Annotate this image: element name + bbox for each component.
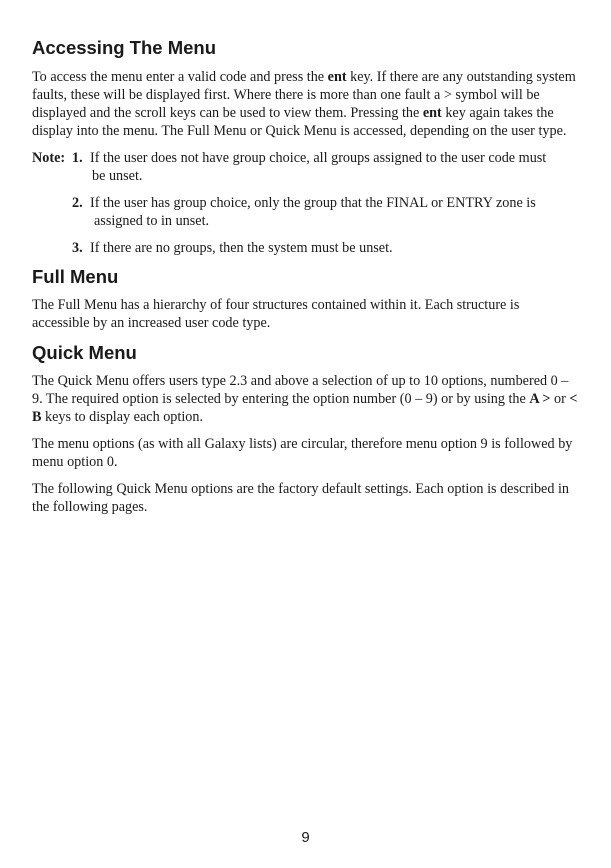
note-text <box>90 194 572 230</box>
text-run: keys to display each option. <box>41 409 204 425</box>
note-line: be unset. <box>92 168 143 184</box>
note-label: Note: <box>32 150 66 166</box>
paragraph-quick-menu-options <box>32 372 580 426</box>
section-heading-full-menu: Full Menu <box>32 266 119 287</box>
note-text <box>90 149 572 185</box>
note-item-3 <box>72 239 580 257</box>
text-run: The Quick Menu offers users type 2.3 and above a selection of up to 10 options, numbered 0 – 9. The required option is selected by entering the option number (0 – 9) or by using the <box>32 373 569 407</box>
note-number: 3. <box>72 240 83 256</box>
note-line: assigned to in unset. <box>94 213 210 229</box>
note-line: If the user does not have group choice, all groups assigned to the user code must <box>90 150 547 166</box>
text-run: key. If there are any outstanding system faults, these will be displayed first. Where there is more than one fault a > symbol will be displayed and the scroll keys can be used to view them. Pressing the <box>32 69 576 121</box>
note-line: If the user has group choice, only the group that the FINAL or ENTRY zone is <box>90 195 536 211</box>
a-key-label: A > <box>529 391 551 407</box>
document-page <box>32 36 580 516</box>
note-item-1 <box>32 149 580 185</box>
paragraph-full-menu: The Full Menu has a hierarchy of four structures contained within it. Each structure is accessible by an increased user code type. <box>32 297 520 331</box>
ent-key-label: ent <box>327 69 347 85</box>
ent-key-label: ent <box>422 105 442 121</box>
section-heading-quick-menu: Quick Menu <box>32 342 137 363</box>
section-heading-accessing-menu: Accessing The Menu <box>32 37 217 58</box>
text-run: or <box>550 391 570 407</box>
paragraph-circular-menu: The menu options (as with all Galaxy lists) are circular, therefore menu option 9 is followed by menu option 0. <box>32 436 573 470</box>
note-number: 2. <box>72 195 83 211</box>
note-text: If there are no groups, then the system must be unset. <box>90 240 393 256</box>
note-item-2 <box>72 194 580 230</box>
note-number: 1. <box>72 150 83 166</box>
page-number: 9 <box>301 829 310 846</box>
paragraph-factory-defaults: The following Quick Menu options are the factory default settings. Each option is described in the following pages. <box>32 481 570 515</box>
text-run: key again takes the display into the menu. The Full Menu or Quick Menu is accessed, depending on the user type. <box>32 105 567 139</box>
b-key-label: < B <box>32 391 578 425</box>
paragraph-accessing-menu <box>32 68 580 140</box>
text-run: To access the menu enter a valid code and press the <box>32 69 328 85</box>
